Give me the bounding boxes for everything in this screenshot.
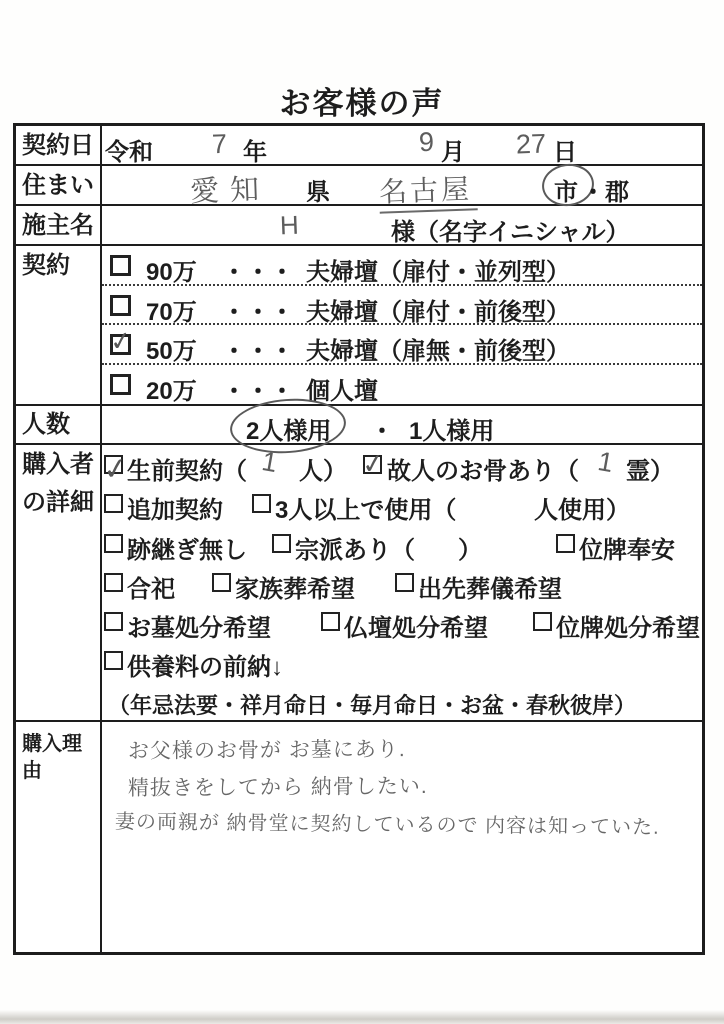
prefecture-unit: 県 xyxy=(306,179,330,206)
label-purchaser-details xyxy=(16,445,102,720)
customer-voice-form xyxy=(13,123,705,955)
contract-option-20 xyxy=(102,365,702,405)
year-unit: 年 xyxy=(243,139,267,166)
cell-contract-options xyxy=(102,246,702,404)
row-owner-name xyxy=(16,206,702,246)
dots-50: ・・・ xyxy=(222,338,294,365)
checkbox-shuha-ari xyxy=(272,534,291,553)
row-purchaser-details xyxy=(16,445,702,722)
capacity-option-one: 1人様用 xyxy=(409,418,495,445)
contract-option-90 xyxy=(102,246,702,286)
type-90: 夫婦壇（扉付・並列型） xyxy=(306,259,570,286)
checkbox-kazokusou xyxy=(212,573,231,592)
checkbox-butsudan-shobun xyxy=(321,612,340,631)
checkbox-70man xyxy=(110,295,131,316)
label-residence: 住まい xyxy=(16,166,102,204)
month-unit: 月 xyxy=(441,139,465,166)
price-50: 50万 xyxy=(146,338,197,365)
dots-90: ・・・ xyxy=(222,259,294,286)
option-butsudan-shobun: 仏壇処分希望 xyxy=(344,615,488,643)
cell-residence xyxy=(102,166,702,209)
owner-initial-handwritten: H xyxy=(279,209,300,241)
checkbox-ihai-shobun xyxy=(533,612,552,631)
price-90: 90万 xyxy=(146,259,197,286)
option-goushi: 合祀 xyxy=(127,575,175,603)
option-seizen-keiyaku: 生前契約（ xyxy=(127,458,247,485)
checkbox-20man xyxy=(110,374,131,395)
owner-suffix: 様（名字イニシャル） xyxy=(391,219,630,246)
reason-line-3-handwritten: 妻の両親が 納骨堂に契約しているので 内容は知っていた. xyxy=(114,811,660,839)
era-label: 令和 xyxy=(105,139,153,166)
handwritten-person-count: 1 xyxy=(259,445,280,479)
cell-contract-date xyxy=(102,126,702,164)
checkbox-shussaki-sougi xyxy=(395,573,414,592)
cell-purchaser-details xyxy=(102,445,702,720)
prefecture-value-handwritten: 愛知 xyxy=(189,173,271,209)
option-kojin-okotsu: 故人のお骨あり（ xyxy=(387,458,579,485)
cell-owner-name xyxy=(102,206,702,244)
label-owner-name: 施主名 xyxy=(16,206,102,244)
check-mark-50man: ✓ xyxy=(107,324,134,358)
label-capacity: 人数 xyxy=(16,406,102,443)
checkbox-sannin-ijou xyxy=(252,494,271,513)
detail-line-3 xyxy=(102,524,702,563)
label-purchase-reason: 購入理由 xyxy=(16,722,102,952)
page-title: お客様の声 xyxy=(279,86,445,121)
year-value-handwritten: 7 xyxy=(211,128,228,160)
month-value-handwritten: 9 xyxy=(418,126,435,158)
scan-artifact-band xyxy=(0,1010,724,1024)
label-purchaser-line1: 購入者 xyxy=(22,451,94,478)
district-circled: 市 xyxy=(554,179,578,206)
memorial-note: （年忌法要・祥月命日・毎月命日・お盆・春秋彼岸） xyxy=(108,692,637,718)
option-tsuika-keiyaku: 追加契約 xyxy=(127,497,223,525)
option-sannin-close: 人使用） xyxy=(534,497,630,525)
check-mark-seizen: ✓ xyxy=(100,451,131,488)
checkbox-kuyouryou-zennou xyxy=(104,651,123,670)
row-capacity xyxy=(16,406,702,445)
option-shuha-ari: 宗派あり（ xyxy=(295,536,415,564)
label-contract: 契約 xyxy=(16,246,102,404)
district-rest: ・郡 xyxy=(581,179,629,206)
checkbox-90man xyxy=(110,255,131,276)
cell-purchase-reason xyxy=(102,722,702,952)
option-shuha-close: ） xyxy=(458,536,482,564)
check-mark-kojin: ✓ xyxy=(359,447,387,481)
day-unit: 日 xyxy=(553,139,577,166)
checkbox-goushi xyxy=(104,573,123,592)
checkbox-ohaka-shobun xyxy=(104,612,123,631)
option-kojin-close: 霊） xyxy=(626,458,674,485)
checkbox-atotsugi-nashi xyxy=(104,534,123,553)
capacity-separator: ・ xyxy=(370,418,394,445)
option-kazokusou: 家族葬希望 xyxy=(235,575,355,603)
city-value-handwritten: 名古屋 xyxy=(378,167,477,213)
day-value-handwritten: 27 xyxy=(515,128,547,160)
option-kuyouryou-zennou: 供養料の前納↓ xyxy=(127,654,283,682)
detail-line-1 xyxy=(100,445,702,488)
cell-capacity xyxy=(102,406,702,443)
capacity-option-two: 2人様用 xyxy=(246,418,332,445)
contract-option-70 xyxy=(102,286,702,326)
label-purchaser-line2: の詳細 xyxy=(22,489,94,516)
row-contract-options xyxy=(16,246,702,406)
price-20: 20万 xyxy=(146,377,197,405)
option-ihai-shobun: 位牌処分希望 xyxy=(556,615,700,643)
row-residence xyxy=(16,166,702,209)
detail-line-4 xyxy=(102,563,702,602)
detail-line-7 xyxy=(102,681,702,720)
row-contract-date xyxy=(16,126,702,166)
type-50: 夫婦壇（扉無・前後型） xyxy=(306,338,570,365)
type-70: 夫婦壇（扉付・前後型） xyxy=(306,298,570,326)
dots-70: ・・・ xyxy=(222,298,294,326)
option-seizen-close: 人） xyxy=(299,458,347,485)
handwritten-spirit-count: 1 xyxy=(595,445,616,479)
detail-line-5 xyxy=(102,602,702,641)
option-shussaki-sougi: 出先葬儀希望 xyxy=(418,575,562,603)
label-contract-date: 契約日 xyxy=(16,126,102,164)
option-ihai-houan: 位牌奉安 xyxy=(579,536,675,564)
price-70: 70万 xyxy=(146,298,197,326)
option-ohaka-shobun: お墓処分希望 xyxy=(127,615,271,643)
checkbox-tsuika-keiyaku xyxy=(104,494,123,513)
reason-line-1-handwritten: お父様のお骨が お墓にあり. xyxy=(127,738,406,763)
contract-option-50 xyxy=(102,325,702,365)
dots-20: ・・・ xyxy=(222,377,294,405)
row-purchase-reason xyxy=(16,722,702,952)
option-atotsugi-nashi: 跡継ぎ無し xyxy=(127,536,247,564)
type-20: 個人壇 xyxy=(306,377,378,405)
checkbox-ihai-houan xyxy=(556,534,575,553)
detail-line-6 xyxy=(102,641,702,680)
option-sannin-ijou: 3人以上で使用（ xyxy=(275,497,457,525)
detail-line-2 xyxy=(102,484,702,523)
reason-line-2-handwritten: 精抜きをしてから 納骨したい. xyxy=(127,774,428,801)
